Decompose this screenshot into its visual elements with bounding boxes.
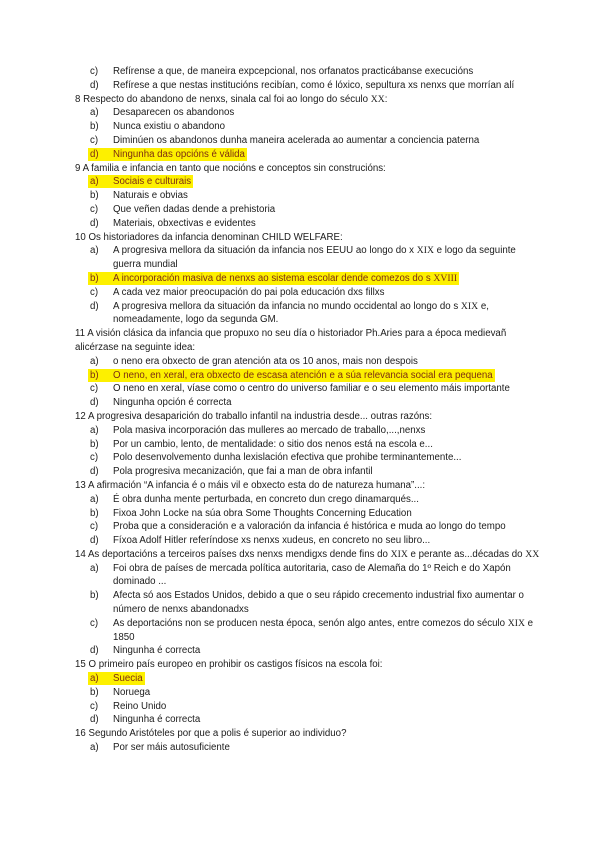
question-text [75, 479, 544, 493]
option-line [90, 106, 544, 120]
option-letter: d) [90, 714, 99, 726]
option-line [90, 589, 544, 617]
option-letter: d) [90, 535, 99, 547]
option-text: Desaparecen os abandonos [113, 107, 235, 119]
option-line [90, 424, 544, 438]
option-text: Naturais e obvias [113, 190, 188, 202]
option-text: Por ser máis autosuficiente [113, 742, 230, 754]
option-text: Refírese a que nestas institucións recibían, como é lóxico, sepultura xs nenxs que morrían alí [113, 79, 515, 91]
option-text: Refírense a que, de maneira expcepcional, nos orfanatos practicábanse execucións [113, 66, 474, 77]
option-line [90, 672, 544, 686]
option-text: Fíxoa Adolf Hitler referíndose xs nenxs xudeus, en concreto no seu libro... [113, 535, 431, 547]
option-line [90, 355, 544, 369]
option-text: Pola progresiva mecanización, que fai a man de obra infantil [113, 466, 373, 478]
answer-option [90, 397, 231, 408]
option-letter: c) [90, 700, 99, 712]
question-number: 14 [75, 548, 86, 560]
answer-option [90, 425, 425, 436]
option-letter: a) [90, 562, 99, 574]
answer-option [90, 535, 430, 546]
option-line [90, 382, 544, 396]
option-letter: b) [90, 272, 99, 284]
option-letter: b) [90, 438, 99, 450]
roman-numeral: XIX [460, 300, 479, 312]
option-letter: a) [90, 742, 99, 754]
option-text: É obra dunha mente perturbada, en concreto dun crego dinamarqués... [113, 493, 419, 505]
option-line [90, 617, 544, 645]
option-line [90, 451, 544, 465]
question-text [75, 548, 544, 562]
option-letter: b) [90, 686, 99, 698]
question-number: 8 [75, 93, 81, 105]
option-letter: d) [90, 217, 99, 229]
roman-numeral: XX [370, 93, 385, 105]
option-line [90, 79, 544, 93]
question-number: 15 [75, 659, 86, 671]
option-line [90, 644, 544, 658]
highlighted-answer [88, 148, 247, 161]
option-line [90, 465, 544, 479]
question-number: 16 [75, 728, 86, 740]
answer-option [90, 687, 150, 698]
option-text: As deportacións non se producen nesta época, senón algo antes, entre comezos do século XIX e 1850 [113, 617, 534, 643]
highlighted-answer [88, 272, 459, 285]
question-text [75, 658, 544, 672]
answer-option [90, 287, 384, 298]
roman-numeral: XVIII [433, 272, 458, 284]
answer-option [90, 439, 433, 450]
option-letter: c) [90, 383, 99, 395]
answer-option [90, 742, 230, 753]
question-number: 11 [75, 328, 86, 340]
option-line [90, 286, 544, 300]
option-letter: a) [90, 176, 99, 188]
question-title: A progresiva desaparición do traballo infantil na industria desde... outras razóns: [87, 410, 433, 422]
highlighted-answer [88, 369, 495, 382]
question-title: O primeiro país europeo en prohibir os castigos físicos na escola foi: [88, 659, 383, 671]
option-line [90, 217, 544, 231]
option-letter: b) [90, 190, 99, 202]
option-letter: a) [90, 245, 99, 257]
highlighted-answer [88, 672, 145, 685]
answer-option [90, 356, 418, 367]
roman-numeral: XIX [416, 245, 434, 257]
option-letter: d) [90, 645, 99, 657]
question-number: 13 [75, 479, 86, 491]
option-letter: c) [90, 66, 99, 77]
option-text: Ningunha opción é correcta [113, 397, 232, 409]
answer-option [90, 452, 461, 463]
answer-option [90, 714, 200, 725]
roman-numeral: XX [525, 548, 540, 560]
answer-option [90, 121, 225, 132]
question-text [75, 727, 544, 741]
answer-option [90, 245, 516, 270]
option-text: Materiais, obxectivas e evidentes [113, 217, 256, 229]
option-line [90, 396, 544, 410]
answer-option [90, 190, 188, 201]
answer-option [90, 204, 275, 215]
option-line [90, 713, 544, 727]
option-text: A incorporación masiva de nenxs ao sistema escolar dende comezos do s XVIII [113, 272, 458, 284]
option-line [90, 272, 544, 286]
option-letter: a) [90, 355, 99, 367]
question-title: Segundo Aristóteles por que a polis é superior ao individuo? [88, 728, 347, 740]
option-letter: c) [90, 203, 99, 215]
answer-option [90, 135, 479, 146]
option-text: Por un cambio, lento, de mentalidade: o sitio dos nenos está na escola e... [113, 438, 433, 450]
option-text: Foi obra de países de mercada política autoritaria, caso de Alemaña do 1º Reich e do Xapón dominado ... [113, 562, 511, 588]
option-text: A progresiva mellora da situación da infancia nos EEUU ao longo do x XIX e logo da seguinte guerra mundial [113, 245, 516, 271]
option-line [90, 562, 544, 590]
question-title: A afirmación “A infancia é o máis vil e obxecto esta do de natureza humana”...: [87, 479, 426, 491]
option-letter: b) [90, 369, 99, 381]
option-line [90, 203, 544, 217]
option-letter: c) [90, 452, 99, 464]
answer-option [90, 466, 373, 477]
answer-option [90, 494, 419, 505]
option-text: Noruega [113, 686, 151, 698]
answer-option [90, 218, 256, 229]
option-line [90, 507, 544, 521]
roman-numeral: XIX [507, 617, 525, 629]
option-line [90, 700, 544, 714]
answer-option [90, 590, 524, 615]
option-letter: a) [90, 107, 99, 119]
option-text: Nunca existiu o abandono [113, 121, 226, 133]
answer-option [90, 645, 200, 656]
option-letter: c) [90, 134, 99, 146]
option-letter: a) [90, 673, 99, 685]
option-text: A cada vez maior preocupación do pai pola educación dxs fillxs [113, 286, 385, 298]
option-line [90, 120, 544, 134]
option-line [90, 134, 544, 148]
question-number: 10 [75, 231, 86, 243]
option-line [90, 534, 544, 548]
answer-option [90, 508, 412, 519]
answer-option [90, 701, 166, 712]
question-title: As deportacións a terceiros países dxs nenxs mendigxs dende fins do XIX e perante as...décadas do XX [87, 548, 540, 560]
option-line [90, 741, 544, 755]
option-text: Fixoa John Locke na súa obra Some Thoughts Concerning Education [113, 507, 412, 519]
option-letter: b) [90, 121, 99, 133]
option-text: O neno, en xeral, era obxecto de escasa atención e a súa relevancia social era pequena [113, 369, 493, 381]
option-line [90, 686, 544, 700]
option-line [90, 369, 544, 383]
option-line [90, 189, 544, 203]
option-letter: d) [90, 300, 99, 312]
question-title: Os historiadores da infancia denominan CHILD WELFARE: [88, 231, 343, 243]
question-title: A visión clásica da infancia que propuxo no seu día o historiador Ph.Aries para a época medievañ alicérzase na seguinte idea: [75, 328, 507, 353]
option-letter: b) [90, 590, 99, 602]
option-text: Diminúen os abandonos dunha maneira acelerada ao aumentar a conciencia paterna [113, 134, 480, 146]
option-letter: c) [90, 521, 99, 533]
option-line [90, 493, 544, 507]
option-text: Sociais e culturais [113, 176, 192, 188]
question-title: Respecto do abandono de nenxs, sinala cal foi ao longo do século XX: [83, 93, 388, 105]
option-letter: d) [90, 466, 99, 478]
answer-option [90, 66, 473, 77]
option-text: Ningunha das opcións é válida [113, 148, 245, 160]
question-text [75, 162, 544, 176]
option-text: Proba que a consideración e a valoración da infancia é histórica e muda ao longo do tempo [113, 521, 506, 533]
answer-option [90, 521, 506, 532]
option-text: Suecia [113, 673, 143, 685]
answer-option [90, 80, 514, 91]
option-line [90, 65, 544, 79]
option-line [90, 175, 544, 189]
option-line [90, 148, 544, 162]
question-title: A familia e infancia en tanto que nocións e conceptos sin construcións: [82, 162, 386, 174]
option-text: o neno era obxecto de gran atención ata os 10 anos, mais non despois [113, 355, 418, 367]
option-letter: b) [90, 507, 99, 519]
option-text: A progresiva mellora da situación da infancia no mundo occidental ao longo do s XIX e, nomeadamente, logo da segunda GM. [113, 300, 489, 326]
answer-option [90, 563, 511, 588]
option-text: Afecta só aos Estados Unidos, debido a que o seu rápido crecemento industrial fixo aumentar o número de nenxs abandonadxs [113, 590, 524, 616]
answer-option [90, 301, 489, 326]
option-line [90, 300, 544, 328]
option-text: Pola masiva incorporación das mulleres ao mercado de traballo,...,nenxs [113, 424, 426, 436]
option-letter: d) [90, 397, 99, 409]
answer-option [90, 107, 234, 118]
option-line [90, 438, 544, 452]
option-text: Ningunha é correcta [113, 714, 201, 726]
answer-option [90, 383, 510, 394]
question-number: 12 [75, 410, 86, 422]
highlighted-answer [88, 175, 193, 188]
question-text [75, 410, 544, 424]
option-letter: a) [90, 493, 99, 505]
option-letter: d) [90, 148, 99, 160]
option-letter: c) [90, 286, 99, 298]
option-letter: d) [90, 79, 99, 91]
option-line [90, 244, 544, 272]
question-text [75, 231, 544, 245]
option-text: Reino Unido [113, 700, 167, 712]
roman-numeral: XIX [390, 548, 408, 560]
question-text [75, 93, 544, 107]
option-text: Polo desenvolvemento dunha lexislación efectiva que prohibe terminantemente... [113, 452, 462, 464]
question-number: 9 [75, 162, 81, 174]
answer-option [90, 618, 533, 643]
option-letter: a) [90, 424, 99, 436]
question-text [75, 327, 544, 355]
option-text: Que veñen dadas dende a prehistoria [113, 203, 276, 215]
option-text: Ningunha é correcta [113, 645, 201, 657]
option-line [90, 520, 544, 534]
option-letter: c) [90, 617, 99, 629]
option-text: O neno en xeral, víase como o centro do universo familiar e o seu elemento máis importante [113, 383, 510, 395]
